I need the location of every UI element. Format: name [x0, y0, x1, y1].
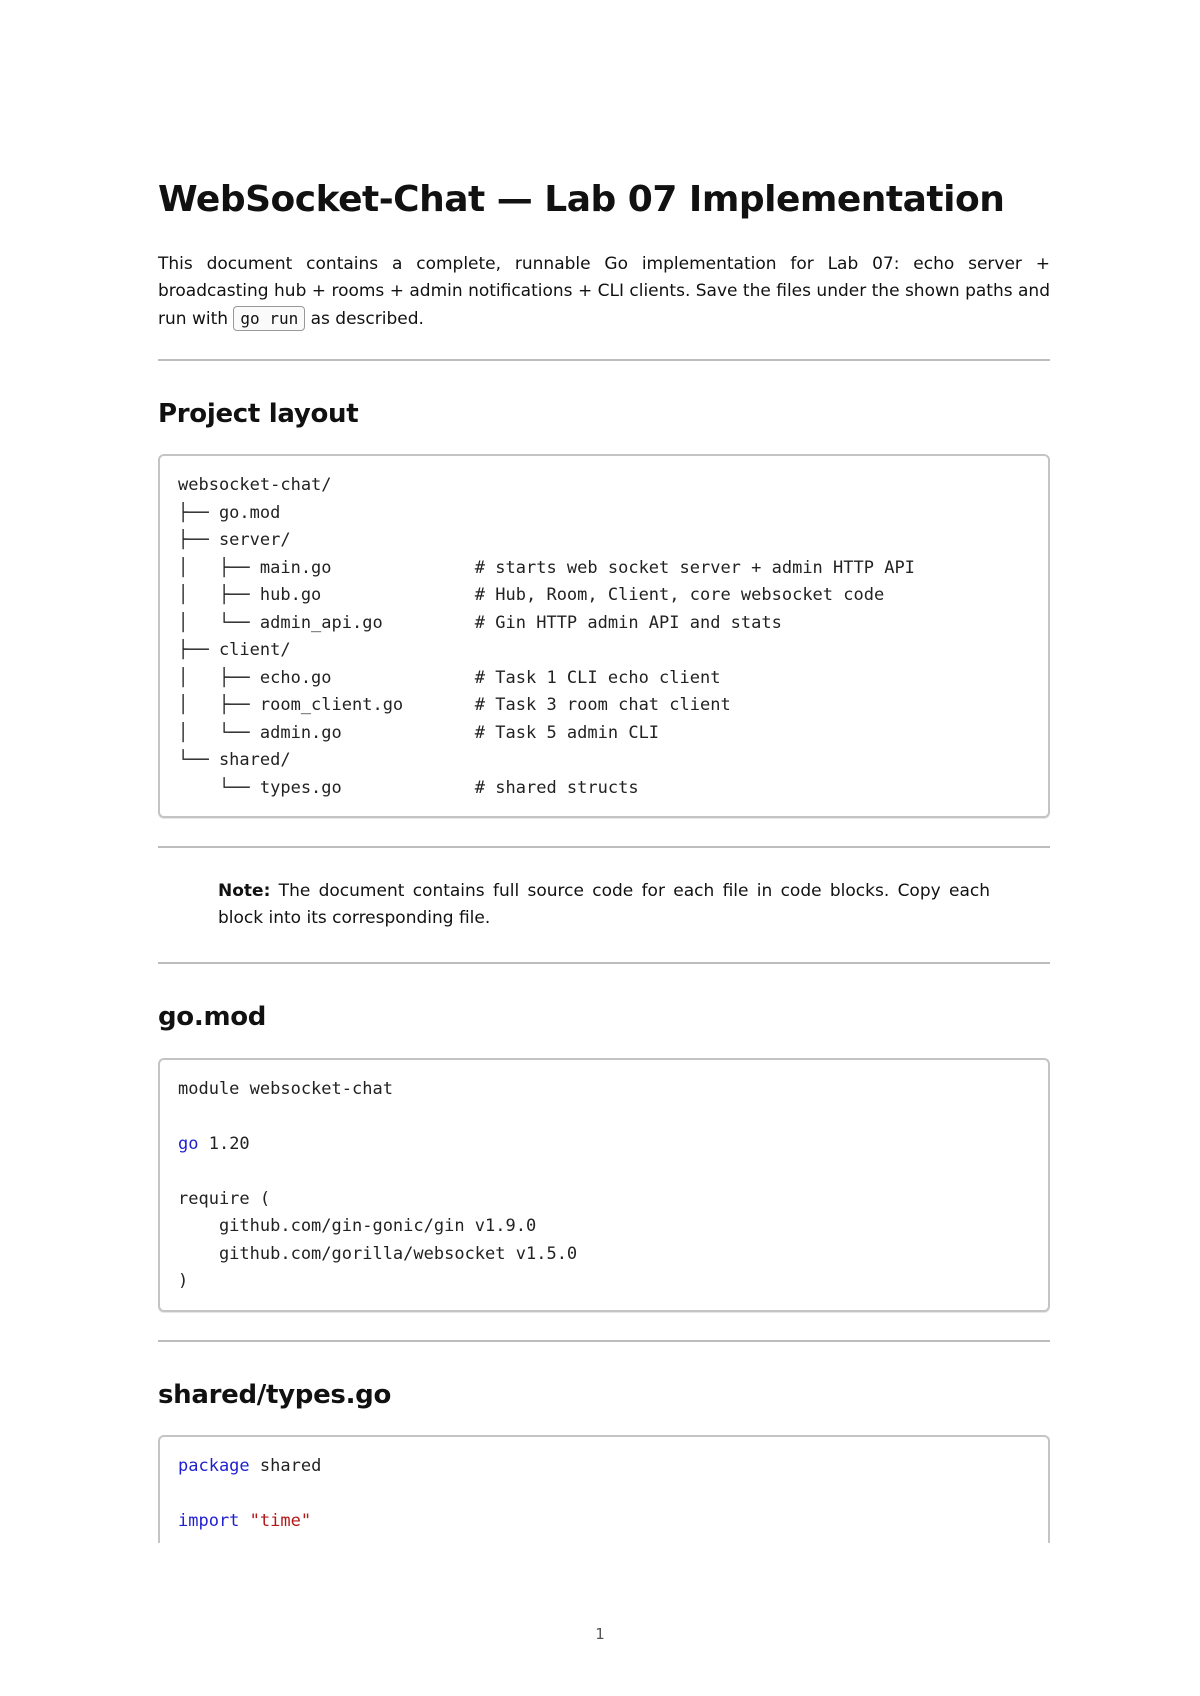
- section-heading-go-mod: go.mod: [158, 1002, 267, 1033]
- keyword-go: go: [178, 1133, 199, 1154]
- intro-text-before: This document contains a complete, runnable Go implementation for Lab 07: echo server + broadcasting hub + rooms + admin notifications + CLI clients. Save the files under the shown paths and run with: [158, 254, 1050, 330]
- section-heading-shared-types: shared/types.go: [158, 1379, 392, 1410]
- note-text: The document contains full source code for each file in code blocks. Copy each block into its corresponding file.: [218, 881, 990, 929]
- intro-text-after: as described.: [305, 309, 424, 330]
- code-line: require (: [178, 1188, 271, 1209]
- inline-code-go-run: go run: [233, 306, 305, 331]
- keyword-package: package: [178, 1455, 250, 1476]
- code-line: [178, 1508, 1030, 1536]
- code-line: │ ├── main.go # starts web socket server + admin HTTP API: [178, 557, 915, 578]
- section-heading-project-layout: Project layout: [158, 399, 359, 430]
- code-line: │ └── admin_api.go # Gin HTTP admin API and stats: [178, 612, 782, 633]
- code-line: └── types.go # shared structs: [178, 777, 639, 798]
- intro-paragraph: [158, 251, 1050, 333]
- code-line: ├── go.mod: [178, 502, 281, 523]
- note-label: Note:: [218, 881, 271, 902]
- code-line: │ ├── echo.go # Task 1 CLI echo client: [178, 667, 721, 688]
- code-line: github.com/gorilla/websocket v1.5.0: [178, 1243, 578, 1264]
- code-line: github.com/gin-gonic/gin v1.9.0: [178, 1216, 537, 1237]
- note-callout: [218, 878, 990, 932]
- document-title: WebSocket-Chat — Lab 07 Implementation: [158, 179, 1005, 220]
- code-line-blank: [178, 1103, 1030, 1131]
- code-line: │ └── admin.go # Task 5 admin CLI: [178, 722, 660, 743]
- code-line: module websocket-chat: [178, 1078, 393, 1099]
- code-line: │ ├── room_client.go # Task 3 room chat client: [178, 695, 731, 716]
- divider: [158, 359, 1050, 361]
- page-number: 1: [595, 1625, 605, 1643]
- code-line: [178, 1453, 1030, 1481]
- code-line: ): [178, 1271, 189, 1292]
- code-line: websocket-chat/: [178, 475, 332, 496]
- divider: [158, 1340, 1050, 1342]
- document-page: [158, 168, 1050, 1543]
- package-name: shared: [249, 1455, 322, 1476]
- code-block-go-mod: [158, 1058, 1050, 1312]
- code-line: └── shared/: [178, 750, 291, 771]
- keyword-import: import: [178, 1510, 240, 1531]
- divider: [158, 846, 1050, 848]
- code-line-blank: [178, 1158, 1030, 1186]
- divider: [158, 962, 1050, 964]
- code-line: ├── server/: [178, 530, 291, 551]
- go-version: 1.20: [198, 1133, 250, 1154]
- code-line-blank: [178, 1480, 1030, 1508]
- import-path-string: "time": [239, 1510, 312, 1531]
- code-block-shared-types: [158, 1435, 1050, 1543]
- code-block-project-layout: [158, 454, 1050, 818]
- code-line: ├── client/: [178, 640, 291, 661]
- code-line: [178, 1131, 1030, 1159]
- code-line: │ ├── hub.go # Hub, Room, Client, core websocket code: [178, 585, 885, 606]
